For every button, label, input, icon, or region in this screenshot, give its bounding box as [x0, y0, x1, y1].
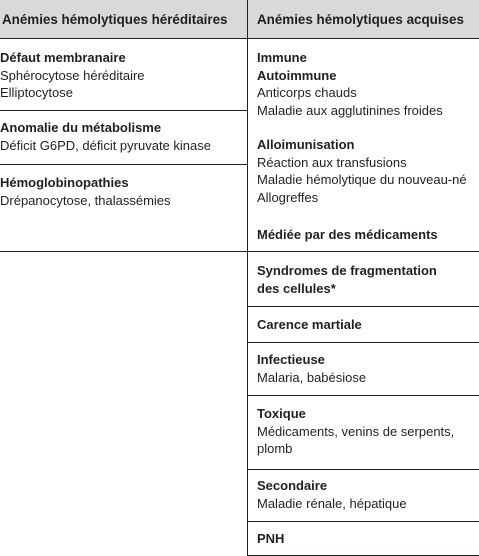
- cell-item: Allogreffes: [257, 189, 319, 205]
- cell-item: Sphérocytose héréditaire: [0, 67, 145, 83]
- cell-membrane-defect: [0, 49, 145, 102]
- cell-iron-deficiency: [257, 316, 362, 334]
- cell-title: Carence martiale: [257, 317, 362, 332]
- row-divider: [0, 164, 247, 165]
- cell-item: Malaria, babésiose: [257, 369, 367, 385]
- cell-pnh: [257, 530, 284, 548]
- cell-title: Immune: [257, 50, 307, 65]
- cell-title: Hémoglobinopathies: [0, 175, 129, 190]
- cell-title: des cellules*: [257, 280, 336, 296]
- table-header: [0, 0, 479, 39]
- cell-immune: [257, 49, 443, 119]
- cell-title: Syndromes de fragmentation: [257, 263, 437, 278]
- cell-item: Maladie aux agglutinines froides: [257, 102, 443, 118]
- row-divider: [247, 306, 479, 307]
- cell-item: Maladie hémolytique du nouveau-né: [257, 172, 467, 187]
- cell-title: Toxique: [257, 406, 306, 421]
- cell-alloimmune: [257, 136, 467, 206]
- cell-title: Anomalie du métabolisme: [0, 120, 162, 135]
- row-divider: [247, 469, 479, 470]
- cell-drug-mediated: [257, 226, 438, 244]
- cell-toxic: [257, 405, 454, 458]
- cell-item: Drépanocytose, thalassémies: [0, 192, 171, 208]
- header-hereditary: Anémies hémolytiques héréditaires: [2, 12, 228, 27]
- cell-subtitle: Autoimmune: [257, 67, 337, 83]
- cell-item: Réaction aux transfusions: [257, 154, 407, 170]
- cell-item: Maladie rénale, hépatique: [257, 495, 407, 511]
- cell-item: Elliptocytose: [0, 85, 73, 100]
- cell-subtitle: Médiée par des médicaments: [257, 227, 438, 242]
- cell-fragmentation: [257, 262, 437, 297]
- header-acquired: Anémies hémolytiques acquises: [257, 12, 464, 27]
- row-divider: [247, 521, 479, 522]
- row-divider: [0, 251, 479, 252]
- cell-infectious: [257, 351, 366, 386]
- row-divider: [247, 395, 479, 396]
- cell-title: PNH: [257, 531, 285, 546]
- cell-item: Déficit G6PD, déficit pyruvate kinase: [0, 137, 211, 153]
- row-divider: [247, 342, 479, 343]
- column-divider: [247, 0, 248, 556]
- cell-title: Secondaire: [257, 478, 328, 493]
- cell-item: Anticorps chauds: [257, 85, 357, 100]
- cell-secondary: [257, 477, 407, 512]
- cell-item: plomb: [257, 441, 293, 456]
- cell-title: Infectieuse: [257, 352, 325, 367]
- row-divider: [0, 110, 247, 111]
- cell-metabolism-anomaly: [0, 119, 211, 154]
- cell-hemoglobinopathies: [0, 174, 171, 209]
- cell-subtitle: Alloimunisation: [257, 137, 355, 152]
- cell-item: Médicaments, venins de serpents,: [257, 423, 455, 439]
- cell-title: Défaut membranaire: [0, 50, 126, 65]
